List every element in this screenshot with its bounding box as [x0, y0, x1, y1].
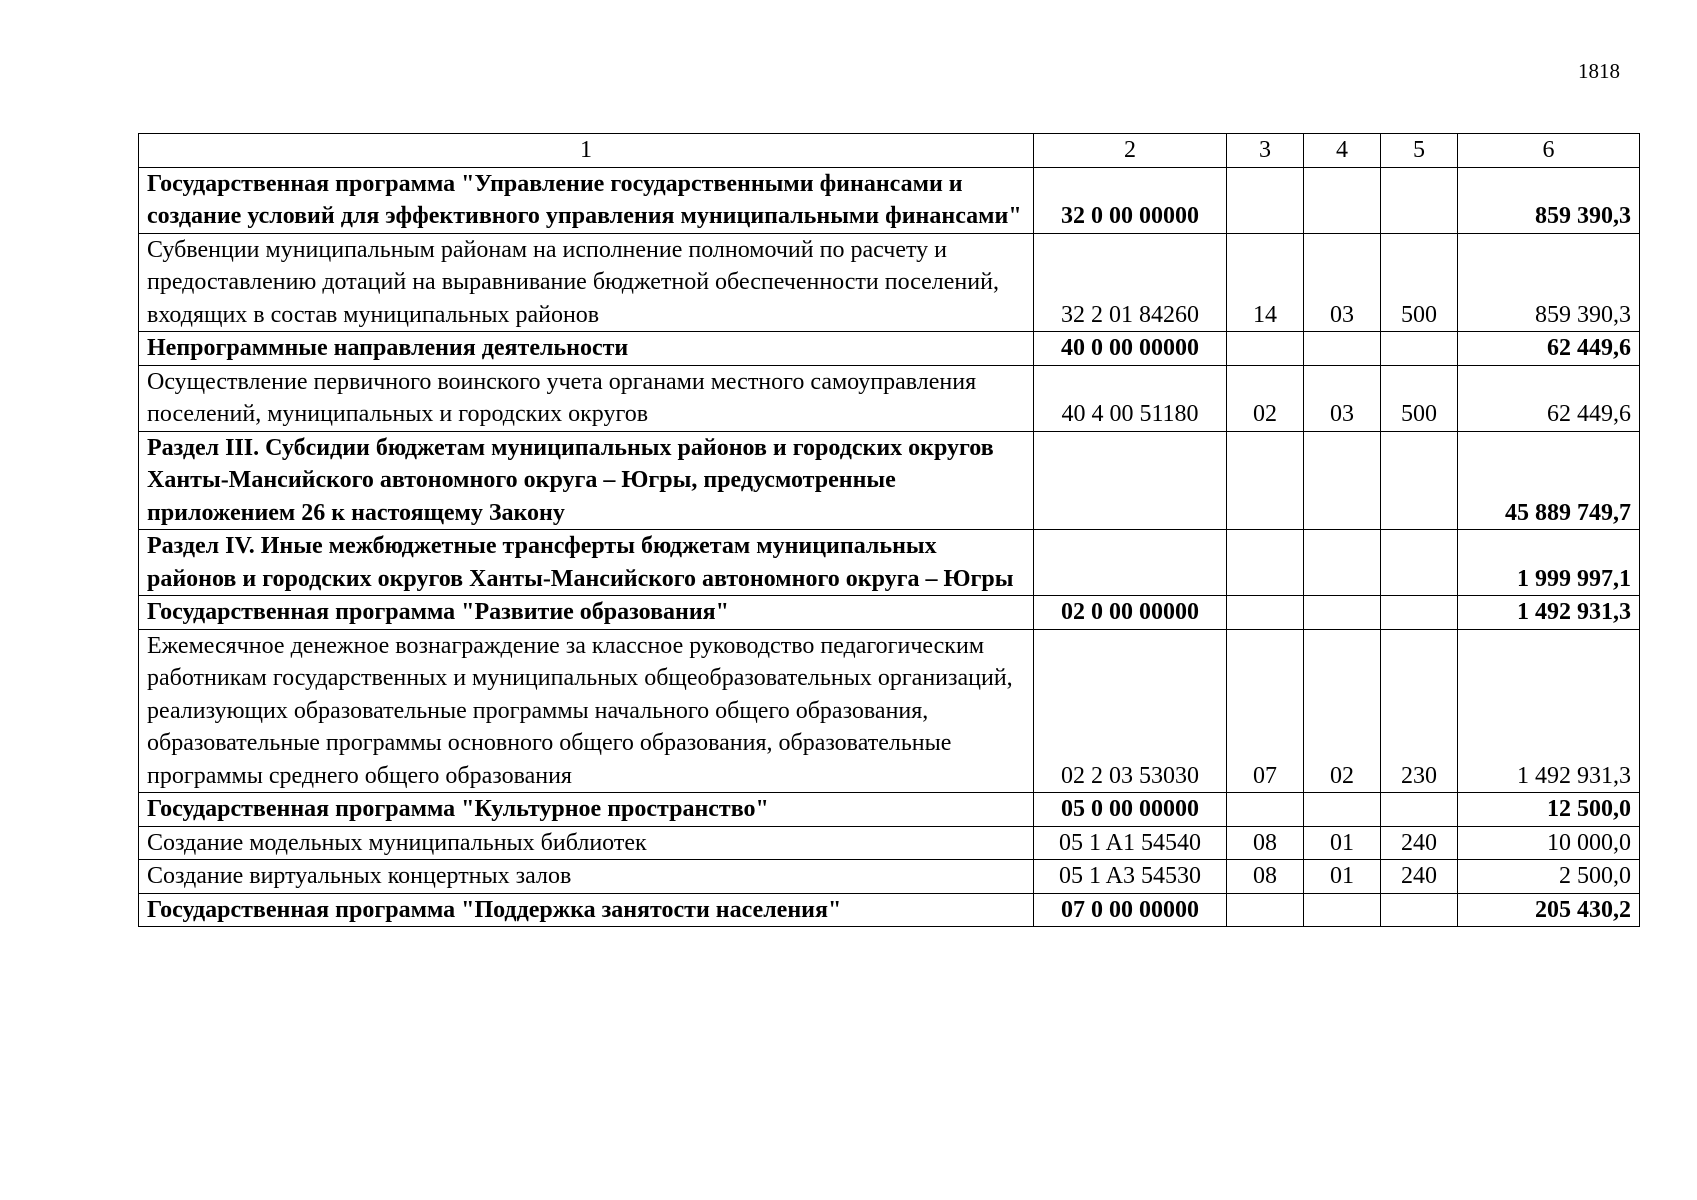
row-code-cell — [1034, 431, 1227, 530]
row-col3-cell: 02 — [1227, 365, 1304, 431]
column-header: 3 — [1227, 134, 1304, 168]
table-row — [139, 596, 1640, 630]
table-row — [139, 365, 1640, 431]
row-col4-cell — [1304, 793, 1381, 827]
row-col3-cell — [1227, 793, 1304, 827]
row-name-cell: Раздел IV. Иные межбюджетные трансферты бюджетам муниципальных районов и городских округов Ханты-Мансийского автономного округа – Югры — [139, 530, 1034, 596]
row-code-cell: 32 0 00 00000 — [1034, 167, 1227, 233]
table-body — [139, 167, 1640, 927]
row-col5-cell — [1381, 793, 1458, 827]
row-code-cell: 05 0 00 00000 — [1034, 793, 1227, 827]
table-row — [139, 332, 1640, 366]
row-col5-cell — [1381, 596, 1458, 630]
column-header: 1 — [139, 134, 1034, 168]
row-sum-cell: 45 889 749,7 — [1458, 431, 1640, 530]
row-col3-cell: 07 — [1227, 629, 1304, 793]
row-col4-cell — [1304, 431, 1381, 530]
row-col4-cell — [1304, 332, 1381, 366]
row-col4-cell — [1304, 167, 1381, 233]
column-header: 5 — [1381, 134, 1458, 168]
row-name-cell: Создание виртуальных концертных залов — [139, 860, 1034, 894]
table-header-row — [139, 134, 1640, 168]
budget-table — [138, 133, 1640, 927]
row-sum-cell: 1 492 931,3 — [1458, 596, 1640, 630]
row-code-cell: 40 0 00 00000 — [1034, 332, 1227, 366]
row-sum-cell: 205 430,2 — [1458, 893, 1640, 927]
row-sum-cell: 2 500,0 — [1458, 860, 1640, 894]
row-col5-cell: 230 — [1381, 629, 1458, 793]
row-col3-cell — [1227, 332, 1304, 366]
row-sum-cell: 859 390,3 — [1458, 167, 1640, 233]
row-sum-cell: 62 449,6 — [1458, 365, 1640, 431]
row-col3-cell: 08 — [1227, 860, 1304, 894]
row-sum-cell: 1 492 931,3 — [1458, 629, 1640, 793]
row-sum-cell: 62 449,6 — [1458, 332, 1640, 366]
table-row — [139, 793, 1640, 827]
column-header: 2 — [1034, 134, 1227, 168]
row-col3-cell — [1227, 431, 1304, 530]
row-code-cell: 02 2 03 53030 — [1034, 629, 1227, 793]
table-row — [139, 233, 1640, 332]
table-row — [139, 893, 1640, 927]
row-col5-cell: 500 — [1381, 233, 1458, 332]
row-col4-cell: 01 — [1304, 860, 1381, 894]
row-name-cell: Раздел III. Субсидии бюджетам муниципальных районов и городских округов Ханты-Мансийского автономного округа – Югры, предусмотренные приложением 26 к настоящему Закону — [139, 431, 1034, 530]
row-code-cell: 40 4 00 51180 — [1034, 365, 1227, 431]
row-col3-cell — [1227, 530, 1304, 596]
row-col5-cell — [1381, 167, 1458, 233]
row-sum-cell: 12 500,0 — [1458, 793, 1640, 827]
row-col4-cell: 03 — [1304, 365, 1381, 431]
page-number: 1818 — [1578, 59, 1620, 83]
row-col5-cell: 240 — [1381, 860, 1458, 894]
row-name-cell: Субвенции муниципальным районам на исполнение полномочий по расчету и предоставлению дотаций на выравнивание бюджетной обеспеченности поселений, входящих в состав муниципальных районов — [139, 233, 1034, 332]
row-col4-cell — [1304, 893, 1381, 927]
row-col4-cell: 02 — [1304, 629, 1381, 793]
row-sum-cell: 859 390,3 — [1458, 233, 1640, 332]
row-col4-cell: 01 — [1304, 826, 1381, 860]
row-col5-cell: 500 — [1381, 365, 1458, 431]
row-col3-cell: 08 — [1227, 826, 1304, 860]
row-name-cell: Ежемесячное денежное вознаграждение за классное руководство педагогическим работникам государственных и муниципальных общеобразовательных организаций, реализующих образовательные программы начального общего образования, образовательные программы основного общего образования, образовательные программы среднего общего образования — [139, 629, 1034, 793]
column-header: 6 — [1458, 134, 1640, 168]
row-code-cell: 05 1 A1 54540 — [1034, 826, 1227, 860]
row-code-cell: 07 0 00 00000 — [1034, 893, 1227, 927]
row-name-cell: Государственная программа "Развитие образования" — [139, 596, 1034, 630]
row-col5-cell: 240 — [1381, 826, 1458, 860]
column-header: 4 — [1304, 134, 1381, 168]
row-col5-cell — [1381, 332, 1458, 366]
row-name-cell: Непрограммные направления деятельности — [139, 332, 1034, 366]
table-row — [139, 167, 1640, 233]
row-name-cell: Государственная программа "Культурное пространство" — [139, 793, 1034, 827]
row-code-cell — [1034, 530, 1227, 596]
table-row — [139, 530, 1640, 596]
row-code-cell: 32 2 01 84260 — [1034, 233, 1227, 332]
row-sum-cell: 1 999 997,1 — [1458, 530, 1640, 596]
row-col5-cell — [1381, 431, 1458, 530]
table-row — [139, 431, 1640, 530]
row-name-cell: Создание модельных муниципальных библиотек — [139, 826, 1034, 860]
row-code-cell: 02 0 00 00000 — [1034, 596, 1227, 630]
row-col4-cell: 03 — [1304, 233, 1381, 332]
row-name-cell: Государственная программа "Поддержка занятости населения" — [139, 893, 1034, 927]
row-col5-cell — [1381, 893, 1458, 927]
row-code-cell: 05 1 A3 54530 — [1034, 860, 1227, 894]
row-col4-cell — [1304, 530, 1381, 596]
table-row — [139, 860, 1640, 894]
table-row — [139, 629, 1640, 793]
table-row — [139, 826, 1640, 860]
row-col4-cell — [1304, 596, 1381, 630]
row-col3-cell — [1227, 167, 1304, 233]
row-name-cell: Государственная программа "Управление государственными финансами и создание условий для эффективного управления муниципальными финансами" — [139, 167, 1034, 233]
row-col5-cell — [1381, 530, 1458, 596]
row-col3-cell — [1227, 596, 1304, 630]
row-col3-cell — [1227, 893, 1304, 927]
row-sum-cell: 10 000,0 — [1458, 826, 1640, 860]
row-col3-cell: 14 — [1227, 233, 1304, 332]
row-name-cell: Осуществление первичного воинского учета органами местного самоуправления поселений, муниципальных и городских округов — [139, 365, 1034, 431]
